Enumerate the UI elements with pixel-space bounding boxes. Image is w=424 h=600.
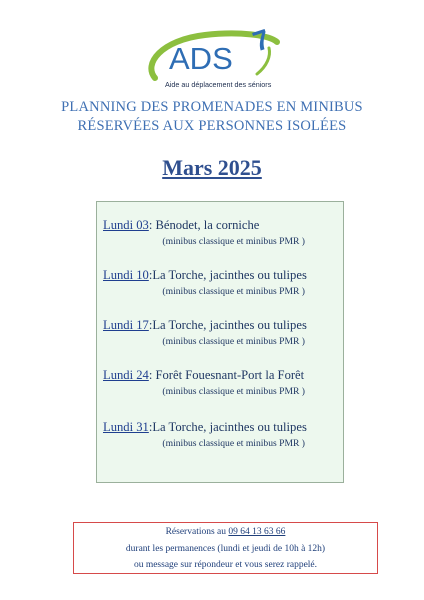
schedule-entry [103, 420, 341, 449]
schedule-entry [103, 218, 341, 247]
logo-name: ADS [169, 41, 233, 76]
entry-day: Lundi 24 [103, 368, 149, 382]
reservation-hours: durant les permanences (lundi et jeudi de 10h à 12h) [125, 544, 326, 554]
entry-place: La Torche, jacinthes ou tulipes [152, 318, 307, 332]
schedule-entry [103, 318, 341, 347]
entry-separator: : [148, 420, 153, 434]
reservation-box [73, 522, 378, 574]
phone-number-link[interactable]: 09 64 13 63 66 [228, 527, 286, 537]
entry-separator: : [148, 218, 156, 232]
entry-day: Lundi 03 [103, 218, 149, 232]
header-line-2: RÉSERVÉES AUX PERSONNES ISOLÉES [77, 118, 347, 134]
entry-note: (minibus classique et minibus PMR ) [162, 336, 305, 347]
logo-tagline: Aide au déplacement des séniors [165, 80, 272, 89]
reservation-line [74, 527, 377, 537]
entry-note: (minibus classique et minibus PMR ) [162, 286, 305, 297]
reservation-message: ou message sur répondeur et vous serez rappelé. [133, 560, 318, 570]
entry-separator: : [148, 368, 156, 382]
entry-note: (minibus classique et minibus PMR ) [162, 386, 305, 397]
ads7-logo [143, 26, 293, 98]
entry-place: Bénodet, la corniche [155, 218, 260, 232]
entry-place: Forêt Fouesnant-Port la Forêt [155, 368, 305, 382]
schedule-box [96, 201, 344, 483]
entry-day: Lundi 10 [103, 268, 149, 282]
reservation-label: Réservations au [165, 527, 229, 537]
schedule-entry [103, 268, 341, 297]
entry-day: Lundi 17 [103, 318, 149, 332]
month-title: Mars 2025 [162, 155, 262, 180]
entry-place: La Torche, jacinthes ou tulipes [152, 420, 307, 434]
entry-separator: : [148, 268, 153, 282]
entry-place: La Torche, jacinthes ou tulipes [152, 268, 307, 282]
entry-day: Lundi 31 [103, 420, 149, 434]
schedule-entry [103, 368, 341, 397]
entry-note: (minibus classique et minibus PMR ) [162, 236, 305, 247]
header-line-1: PLANNING DES PROMENADES EN MINIBUS [61, 99, 363, 115]
entry-separator: : [148, 318, 153, 332]
logo-number: 7 [249, 26, 274, 58]
entry-note: (minibus classique et minibus PMR ) [162, 438, 305, 449]
